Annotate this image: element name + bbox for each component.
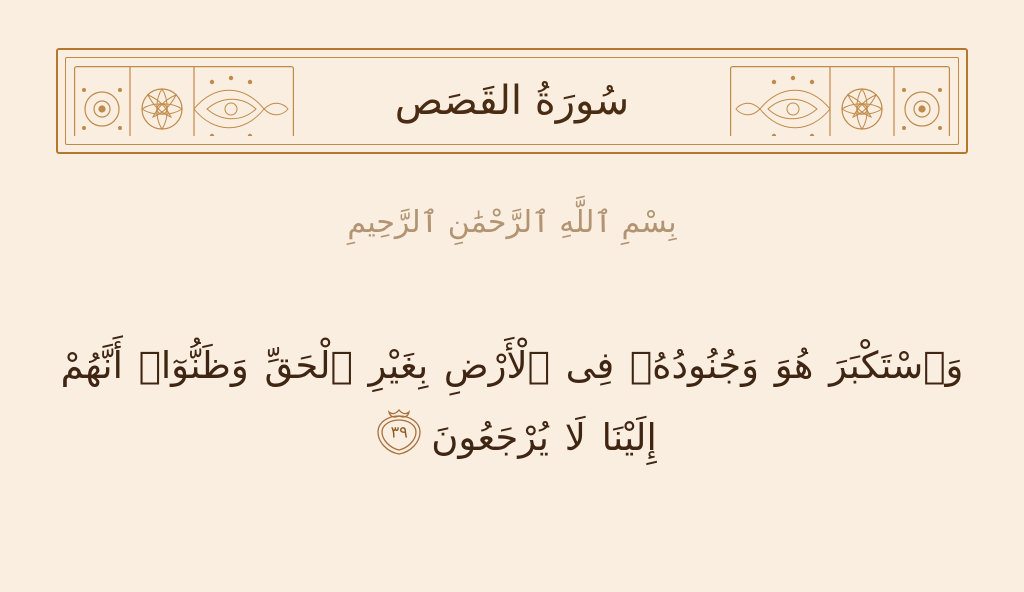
ayah-text: وَٱسْتَكْبَرَ هُوَ وَجُنُودُهُۥ فِى ٱلْأَرْضِ بِغَيْرِ ٱلْحَقِّ وَظَنُّوٓا۟ أَنَّهُمْ إِلَيْنَا لَا يُرْجَعُونَ: [60, 344, 964, 460]
ayah-block: [40, 330, 984, 474]
ayah-number: ٣٩: [390, 422, 408, 442]
arabesque-ornament-right-icon: [730, 66, 950, 136]
banner-inner-frame: [65, 57, 959, 145]
basmala-text: بِسْمِ ٱللَّهِ ٱلرَّحْمَٰنِ ٱلرَّحِيمِ: [347, 205, 677, 240]
ayah-end-marker-icon: [373, 406, 425, 458]
surah-title-banner: [56, 48, 968, 154]
arabesque-ornament-left-icon: [74, 66, 294, 136]
surah-title: سُورَةُ القَصَص: [394, 78, 630, 124]
